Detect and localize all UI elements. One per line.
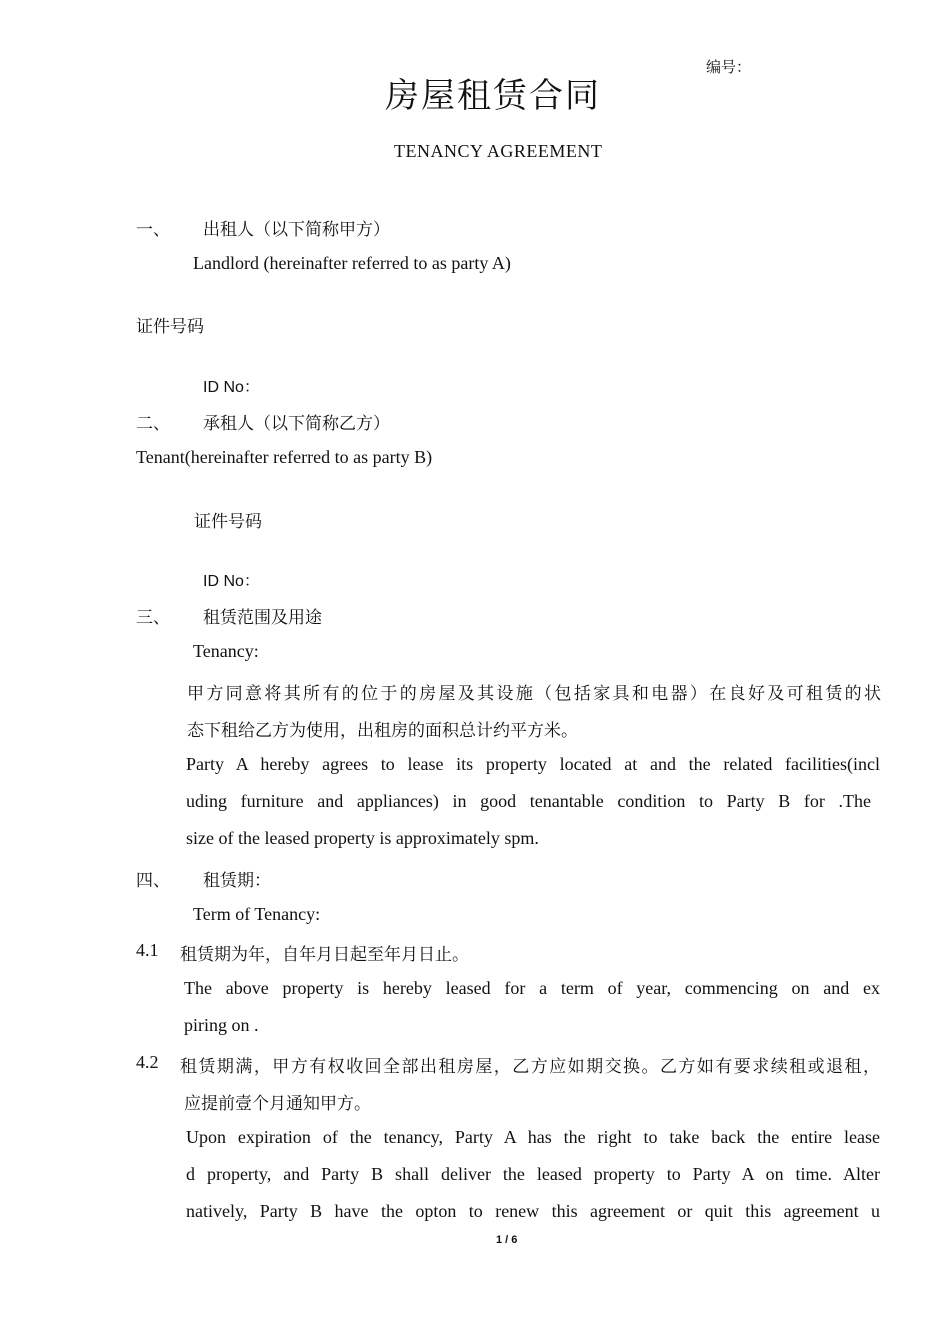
section-2-english: Tenant(hereinafter referred to as party B) <box>136 447 433 467</box>
clause-4-2-en-line-3: natively, Party B have the opton to renew this agreement or quit this agreement u <box>186 1201 880 1221</box>
section-1-heading: 出租人（以下简称甲方） <box>203 220 390 240</box>
document-title: 房屋租赁合同 <box>385 76 601 116</box>
page-number: 1 / 6 <box>496 1234 518 1246</box>
clause-4-2-en-line-2: d property, and Party B shall deliver the leased property to Party A on time. Alter <box>186 1164 880 1184</box>
section-3-number: 三、 <box>136 608 170 628</box>
section-1-id-label-zh: 证件号码 <box>136 317 204 337</box>
section-2-id-label-en: ID No： <box>203 573 260 590</box>
document-subtitle: TENANCY AGREEMENT <box>394 141 603 161</box>
contract-number-label: 编号： <box>706 58 752 76</box>
clause-4-1-number: 4.1 <box>136 940 159 960</box>
clause-4-2-zh-line-2: 应提前壹个月通知甲方。 <box>184 1094 371 1114</box>
section-3-en-line-3: size of the leased property is approximately spm. <box>186 828 539 848</box>
section-2-heading: 承租人（以下简称乙方） <box>203 414 390 434</box>
section-1-english: Landlord (hereinafter referred to as party A) <box>193 253 511 273</box>
section-3-en-line-2: uding furniture and appliances) in good tenantable condition to Party B for .The <box>186 791 871 811</box>
section-3-english-label: Tenancy: <box>193 641 259 661</box>
section-3-zh-line-1: 甲方同意将其所有的位于的房屋及其设施（包括家具和电器）在良好及可租赁的状 <box>187 684 881 704</box>
section-2-number: 二、 <box>136 414 170 434</box>
section-4-number: 四、 <box>136 871 170 891</box>
section-3-zh-line-2: 态下租给乙方为使用，出租房的面积总计约平方米。 <box>187 721 578 741</box>
section-2-id-label-zh: 证件号码 <box>194 512 262 532</box>
section-4-heading: 租赁期： <box>203 871 271 891</box>
section-3-en-line-1: Party A hereby agrees to lease its property located at and the related facilities(incl <box>186 754 880 774</box>
clause-4-1-en-line-1: The above property is hereby leased for a term of year, commencing on and ex <box>184 978 880 998</box>
section-1-id-label-en: ID No： <box>203 379 260 396</box>
section-1-number: 一、 <box>136 220 170 240</box>
clause-4-2-number: 4.2 <box>136 1052 159 1072</box>
section-4-english-label: Term of Tenancy: <box>193 904 321 924</box>
section-3-heading: 租赁范围及用途 <box>203 608 322 628</box>
clause-4-1-zh: 租赁期为年，自年月日起至年月日止。 <box>180 945 469 965</box>
clause-4-1-en-line-2: piring on . <box>184 1015 259 1035</box>
clause-4-2-en-line-1: Upon expiration of the tenancy, Party A has the right to take back the entire lease <box>186 1127 880 1147</box>
clause-4-2-zh-line-1: 租赁期满，甲方有权收回全部出租房屋，乙方应如期交换。乙方如有要求续租或退租， <box>180 1057 880 1077</box>
